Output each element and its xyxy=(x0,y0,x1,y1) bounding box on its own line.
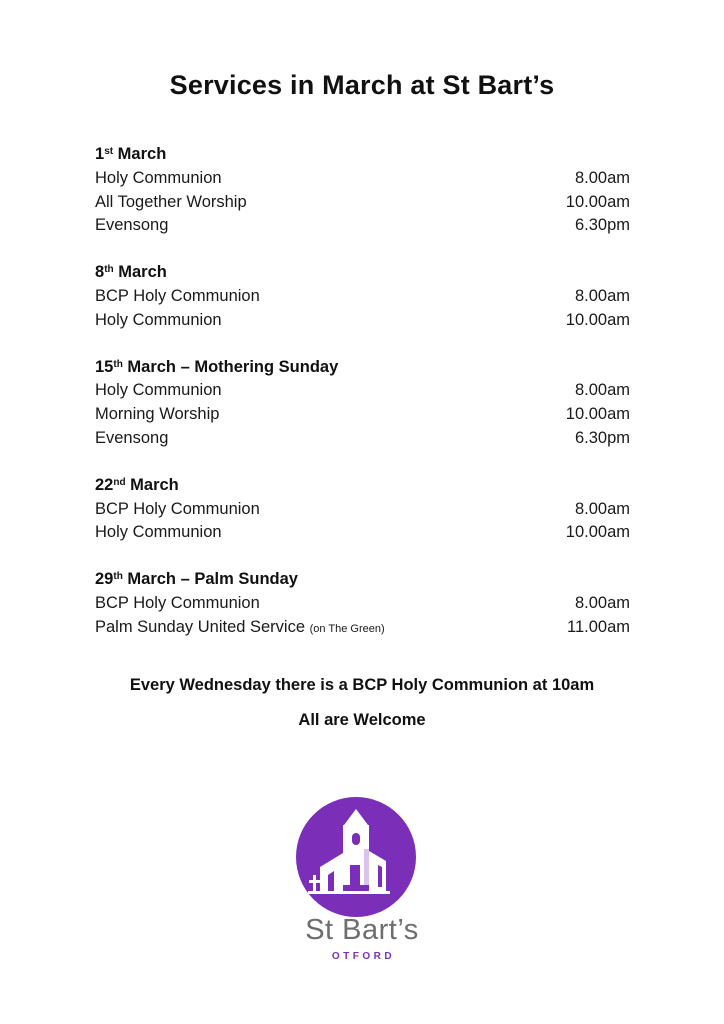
service-time: 6.30pm xyxy=(574,428,630,447)
service-row xyxy=(95,379,630,403)
logo-name: St Bart’s xyxy=(305,914,419,946)
service-row xyxy=(95,285,630,309)
service-row xyxy=(95,427,630,451)
service-name: Evensong xyxy=(95,216,169,235)
service-name: Morning Worship xyxy=(95,405,220,424)
service-time: 8.00am xyxy=(574,381,630,400)
service-row xyxy=(95,403,630,427)
service-name: Holy Communion xyxy=(95,523,222,542)
service-time: 6.30pm xyxy=(574,216,630,235)
day-heading: 1st March xyxy=(95,145,167,163)
service-name: BCP Holy Communion xyxy=(95,499,260,518)
wednesday-note: Every Wednesday there is a BCP Holy Communion at 10am xyxy=(129,676,595,694)
service-name-with-note: Palm Sunday United Service (on The Green) xyxy=(95,617,385,636)
service-schedule xyxy=(95,143,630,663)
day-heading: 8th March xyxy=(95,263,167,282)
service-row xyxy=(95,191,630,215)
service-time: 11.00am xyxy=(567,617,630,636)
day-block xyxy=(95,474,630,545)
service-name: BCP Holy Communion xyxy=(95,593,260,612)
service-name: All Together Worship xyxy=(95,192,247,211)
service-name: Holy Communion xyxy=(95,381,222,400)
service-time: 8.00am xyxy=(574,499,630,518)
service-row xyxy=(95,309,630,333)
logo-place: OTFORD xyxy=(331,951,396,962)
day-heading: 22nd March xyxy=(95,475,179,494)
page-title: Services in March at St Bart’s xyxy=(169,70,555,100)
service-row xyxy=(95,616,630,640)
day-block xyxy=(95,261,630,332)
service-time: 10.00am xyxy=(565,523,630,542)
day-block xyxy=(95,356,630,451)
service-time: 10.00am xyxy=(565,192,630,211)
welcome-text: All are Welcome xyxy=(298,711,426,729)
service-time: 8.00am xyxy=(574,286,630,305)
day-block xyxy=(95,143,630,238)
service-time: 10.00am xyxy=(565,405,630,424)
church-logo-icon xyxy=(294,795,418,919)
day-heading: 29th March – Palm Sunday xyxy=(95,570,298,589)
day-heading: 15th March – Mothering Sunday xyxy=(95,357,339,376)
service-row xyxy=(95,592,630,616)
service-name: Evensong xyxy=(95,428,169,447)
service-row xyxy=(95,214,630,238)
service-row xyxy=(95,521,630,545)
service-note: (on The Green) xyxy=(309,622,385,635)
service-time: 8.00am xyxy=(574,593,630,612)
service-name: Holy Communion xyxy=(95,310,222,329)
service-name: BCP Holy Communion xyxy=(95,286,260,305)
service-time: 10.00am xyxy=(565,310,630,329)
service-row xyxy=(95,498,630,522)
service-name: Holy Communion xyxy=(95,168,222,187)
service-row xyxy=(95,167,630,191)
service-time: 8.00am xyxy=(574,168,630,187)
day-block xyxy=(95,568,630,639)
